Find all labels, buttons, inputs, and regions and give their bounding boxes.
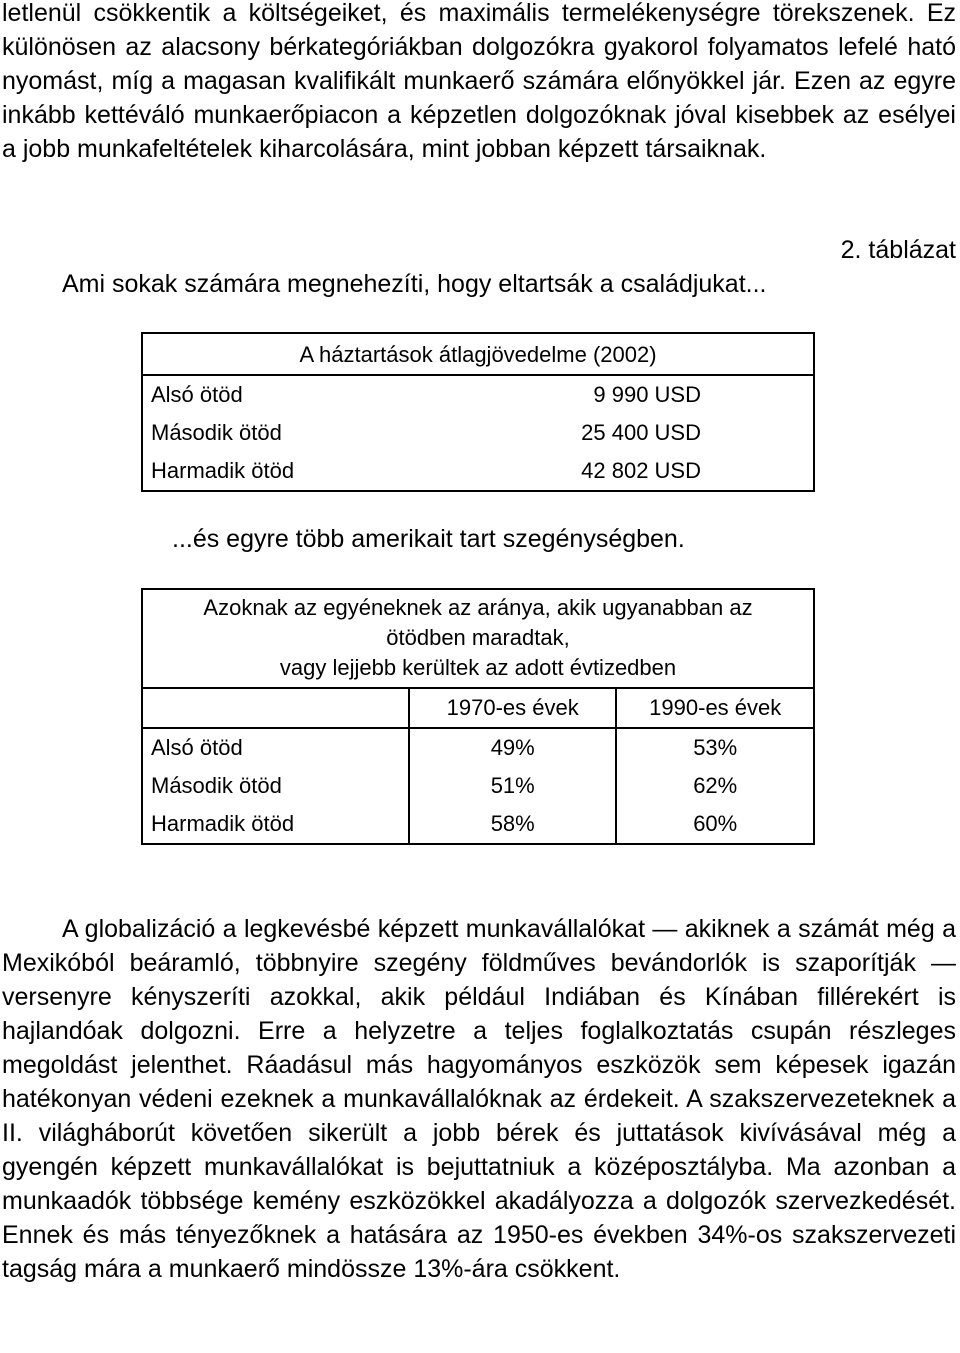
row-label: Alsó ötöd: [151, 382, 243, 407]
closing-paragraph: A globalizáció a legkevésbé képzett munkavállalókat — akiknek a számát még a Mexikóból beáramló, többnyire szegény földműves bevándorlók is szaporítják — versenyre kényszeríti azokkal, akik például Indiában és Kínában fillérekért is hajlandóak dolgozni. Erre a helyzetre a teljes foglalkoztatás csupán részleges megoldást jelenthet. Ráadásul más hagyományos eszközök sem képesek igazán hatékonyan védeni ezeknek a munkavállalóknak az érdekeit. A szakszervezeteknek a II. világháborút követően sikerült a jobb bérek és juttatások kivívásával még a gyengén képzett munkavállalókat is bejuttatniuk a középosztályba. Ma azonban a munkaadók többsége kemény eszközökkel akadályozza a dolgozók szervezkedését. Ennek és más tényezőknek a hatására az 1950-es években 34%-os szakszervezeti tagság mára a munkaerő mindössze 13%-ára csökkent.: [2, 915, 956, 1283]
cell-1970s: 58%: [409, 805, 616, 844]
blank-cell: [142, 688, 409, 728]
intro-paragraph: letlenül csökkentik a költségeiket, és maximális termelékenységre törekszenek. Ez különösen az alacsony bérkategóriákban dolgozókra gyakorol folyamatos lefelé ható nyomást, míg a magasan kvalifikált munkaerő számára előnyökkel jár. Ezen az egyre inkább kettéváló munkaerőpiacon a képzetlen dolgozóknak jóval kisebbek az esélyei a jobb munkafeltételek kiharcolására, mint jobban képzett társaiknak.: [2, 0, 956, 163]
cell-1990s: 53%: [616, 728, 814, 767]
poverty-table-header: [142, 589, 814, 688]
row-value: 9 990 USD: [593, 382, 701, 407]
row-value: 42 802 USD: [581, 458, 701, 483]
column-header: 1970-es évek: [409, 688, 616, 728]
row-label: Második ötöd: [151, 773, 282, 798]
row-value: 25 400 USD: [581, 420, 701, 445]
row-label: Második ötöd: [151, 420, 282, 445]
cell-1990s: 62%: [616, 767, 814, 805]
column-header: 1990-es évek: [616, 688, 814, 728]
cell-1990s: 60%: [616, 805, 814, 844]
table-row: [142, 452, 814, 491]
table-row: [142, 728, 814, 767]
table-row: [142, 375, 814, 414]
table-title: Ami sokak számára megnehezíti, hogy eltartsák a családjukat...: [62, 270, 767, 298]
table-row: [142, 414, 814, 452]
table-number-label: 2. táblázat: [840, 236, 956, 264]
row-label: Alsó ötöd: [151, 735, 243, 760]
income-table: [141, 332, 815, 492]
subtitle: ...és egyre több amerikait tart szegénységben.: [172, 525, 685, 553]
table-row: [142, 767, 814, 805]
table-row: [142, 805, 814, 844]
cell-1970s: 49%: [409, 728, 616, 767]
header-line: ötödben maradtak,: [386, 625, 570, 650]
header-line: Azoknak az egyéneknek az aránya, akik ugyanabban az: [203, 595, 753, 620]
cell-1970s: 51%: [409, 767, 616, 805]
row-label: Harmadik ötöd: [151, 458, 295, 483]
income-table-header: A háztartások átlagjövedelme (2002): [142, 333, 814, 375]
row-label: Harmadik ötöd: [151, 811, 295, 836]
header-line: vagy lejjebb kerültek az adott évtizedben: [279, 655, 677, 680]
poverty-table: [141, 588, 815, 845]
